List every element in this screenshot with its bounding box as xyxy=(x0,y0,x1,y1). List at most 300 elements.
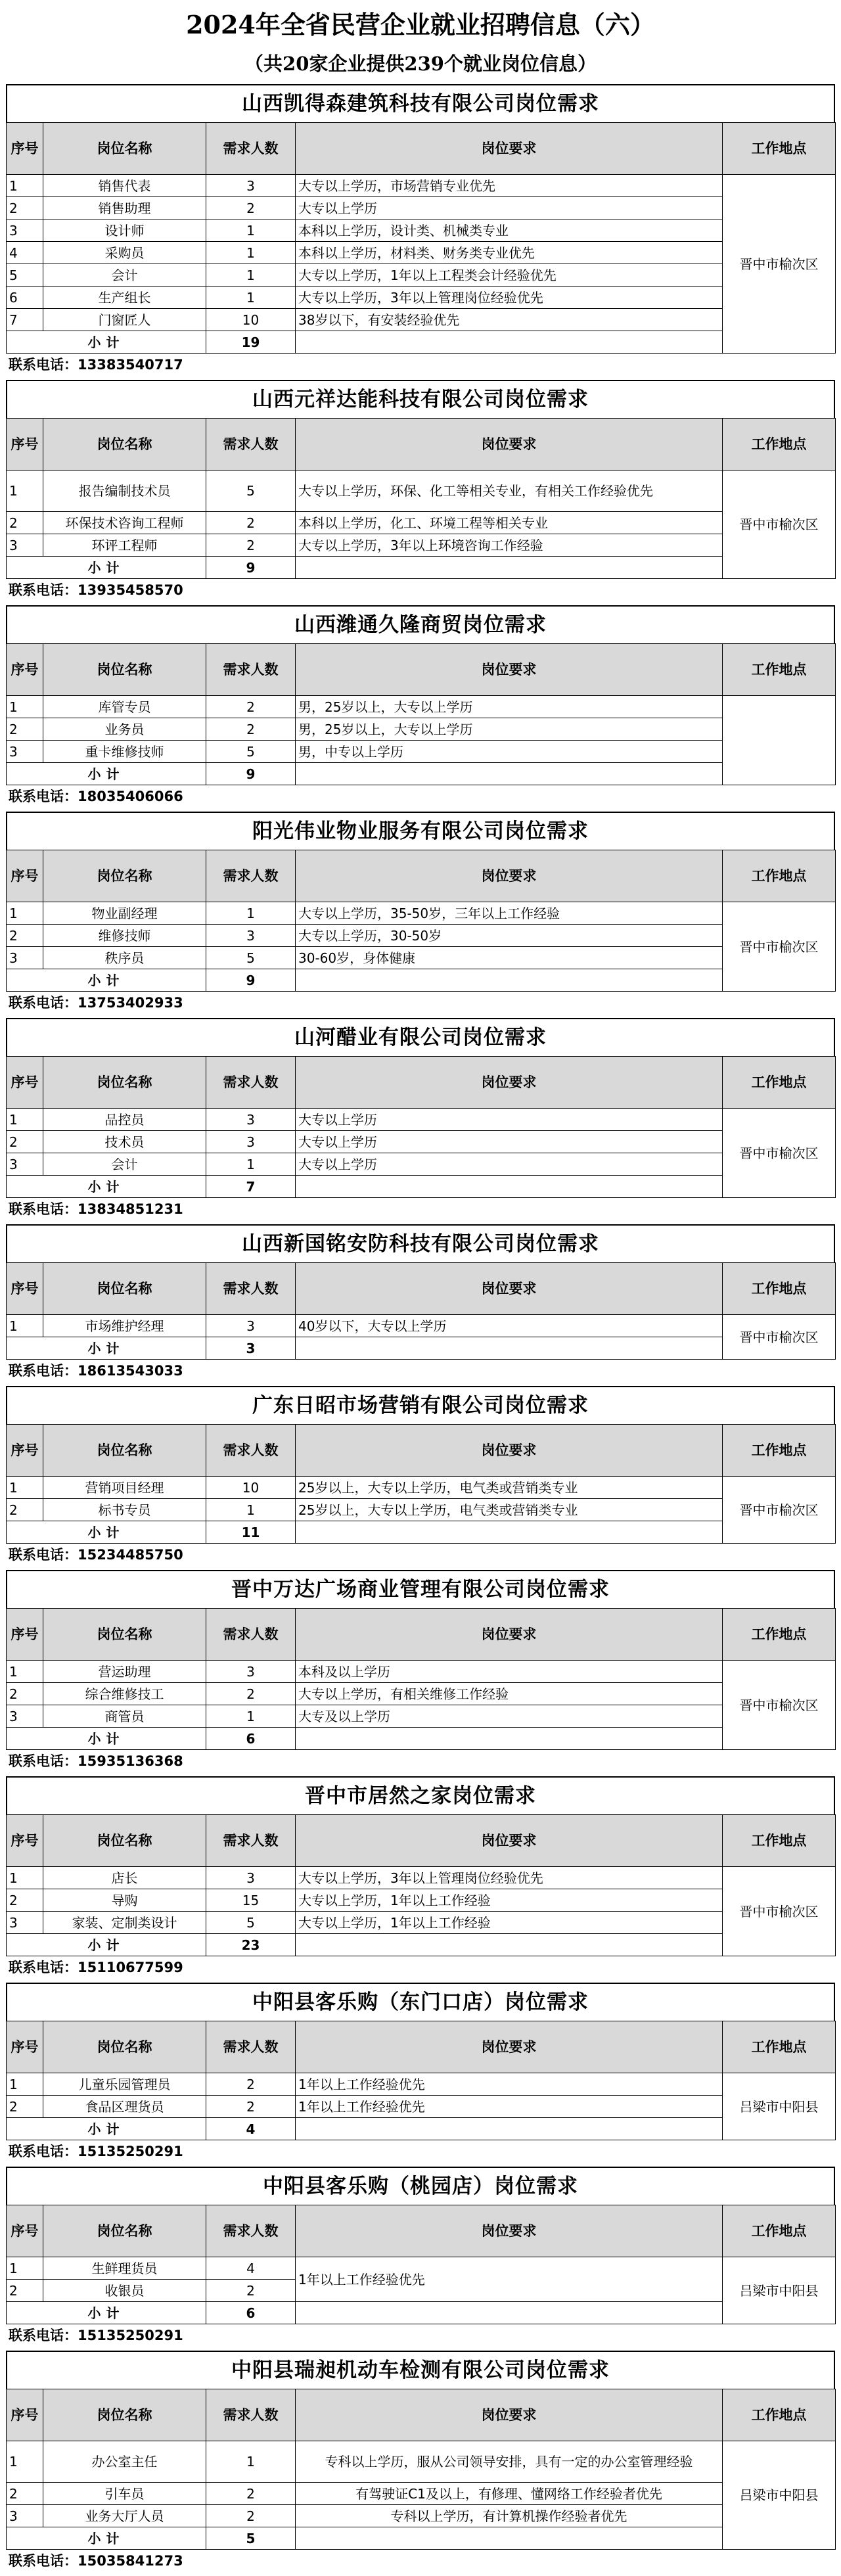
headcount: 2 xyxy=(206,2483,296,2505)
contact-phone xyxy=(6,785,835,808)
company-section xyxy=(6,812,835,1014)
position-name: 店长 xyxy=(43,1867,206,1889)
table-row xyxy=(7,1131,836,1153)
subtotal-blank xyxy=(296,1521,723,1544)
header-no: 序号 xyxy=(7,1263,43,1315)
position-name: 业务大厅人员 xyxy=(43,2505,206,2527)
table-row xyxy=(7,2257,836,2280)
headcount: 2 xyxy=(206,718,296,741)
headcount: 4 xyxy=(206,2257,296,2280)
row-number: 2 xyxy=(7,1683,43,1705)
subtotal-value: 5 xyxy=(206,2527,296,2550)
table-row xyxy=(7,2441,836,2483)
position-name: 营运助理 xyxy=(43,1661,206,1683)
table-row xyxy=(7,242,836,264)
subtotal-row xyxy=(7,1728,836,1750)
position-name: 维修技师 xyxy=(43,925,206,947)
position-name: 办公室主任 xyxy=(43,2441,206,2483)
header-no: 序号 xyxy=(7,419,43,471)
table-row xyxy=(7,1477,836,1499)
work-location: 晋中市榆次区 xyxy=(723,1867,836,1956)
subtotal-row xyxy=(7,557,836,579)
work-location: 晋中市榆次区 xyxy=(723,1109,836,1198)
contact-phone xyxy=(6,2140,835,2163)
jobs-table xyxy=(6,1262,836,1360)
requirement: 大专以上学历，3年以上环境咨询工作经验 xyxy=(296,534,723,557)
requirement: 男，25岁以上，大专以上学历 xyxy=(296,696,723,718)
header-position: 岗位名称 xyxy=(43,1815,206,1867)
headcount: 1 xyxy=(206,1705,296,1728)
requirement: 有驾驶证C1及以上，有修理、懂网络工作经验者优先 xyxy=(296,2483,723,2505)
header-count: 需求人数 xyxy=(206,2389,296,2441)
subtotal-label: 小计 xyxy=(7,763,206,785)
header-location: 工作地点 xyxy=(723,419,836,471)
company-section xyxy=(6,2167,835,2347)
position-name: 会计 xyxy=(43,264,206,287)
phone-number: 18613543033 xyxy=(78,1363,183,1379)
subtotal-label: 小计 xyxy=(7,1176,206,1198)
phone-label: 联系电话： xyxy=(9,1547,78,1563)
position-name: 营销项目经理 xyxy=(43,1477,206,1499)
header-row xyxy=(7,2021,836,2073)
position-name: 环评工程师 xyxy=(43,534,206,557)
header-location: 工作地点 xyxy=(723,850,836,902)
subtotal-row xyxy=(7,331,836,354)
row-number: 1 xyxy=(7,471,43,512)
headcount: 3 xyxy=(206,1109,296,1131)
requirement: 大专以上学历 xyxy=(296,1131,723,1153)
requirement: 25岁以上，大专以上学历，电气类或营销类专业 xyxy=(296,1477,723,1499)
requirement: 专科以上学历，有计算机操作经验者优先 xyxy=(296,2505,723,2527)
header-position: 岗位名称 xyxy=(43,2389,206,2441)
requirement: 大专以上学历 xyxy=(296,1109,723,1131)
subtotal-value: 19 xyxy=(206,331,296,354)
phone-number: 15234485750 xyxy=(78,1547,183,1563)
phone-label: 联系电话： xyxy=(9,2144,78,2159)
headcount: 2 xyxy=(206,2096,296,2118)
row-number: 1 xyxy=(7,1477,43,1499)
position-name: 销售助理 xyxy=(43,197,206,219)
header-location: 工作地点 xyxy=(723,2021,836,2073)
company-section xyxy=(6,380,835,601)
subtotal-value: 6 xyxy=(206,2302,296,2324)
requirement: 大专以上学历，1年以上工作经验 xyxy=(296,1889,723,1912)
requirement: 大专以上学历，有相关维修工作经验 xyxy=(296,1683,723,1705)
header-count: 需求人数 xyxy=(206,1057,296,1109)
subtotal-blank xyxy=(296,969,723,992)
page-subtitle: （共20家企业提供239个就业岗位信息） xyxy=(244,53,597,75)
headcount: 3 xyxy=(206,1867,296,1889)
document xyxy=(6,0,835,2572)
contact-phone xyxy=(6,2324,835,2347)
headcount: 2 xyxy=(206,512,296,534)
header-count: 需求人数 xyxy=(206,850,296,902)
position-name: 家装、定制类设计 xyxy=(43,1912,206,1934)
subtotal-row xyxy=(7,2527,836,2550)
company-section xyxy=(6,1776,835,1979)
requirement: 1年以上工作经验优先 xyxy=(296,2257,723,2302)
header-row xyxy=(7,1815,836,1867)
header-position: 岗位名称 xyxy=(43,123,206,175)
header-no: 序号 xyxy=(7,1815,43,1867)
phone-number: 15035841273 xyxy=(78,2553,183,2569)
header-row xyxy=(7,123,836,175)
position-name: 销售代表 xyxy=(43,175,206,197)
phone-label: 联系电话： xyxy=(9,582,78,598)
phone-label: 联系电话： xyxy=(9,1753,78,1769)
company-section xyxy=(6,1224,835,1382)
table-row xyxy=(7,2505,836,2527)
position-name: 综合维修技工 xyxy=(43,1683,206,1705)
headcount: 10 xyxy=(206,309,296,331)
header-row xyxy=(7,644,836,696)
contact-phone xyxy=(6,1750,835,1772)
requirement: 大专及以上学历 xyxy=(296,1705,723,1728)
subtotal-row xyxy=(7,1521,836,1544)
header-location: 工作地点 xyxy=(723,1263,836,1315)
subtotal-value: 9 xyxy=(206,557,296,579)
position-name: 食品区理货员 xyxy=(43,2096,206,2118)
header-requirement: 岗位要求 xyxy=(296,123,723,175)
header-requirement: 岗位要求 xyxy=(296,2389,723,2441)
phone-number: 18035406066 xyxy=(78,789,183,804)
header-location: 工作地点 xyxy=(723,2389,836,2441)
header-requirement: 岗位要求 xyxy=(296,850,723,902)
row-number: 2 xyxy=(7,718,43,741)
table-row xyxy=(7,1683,836,1705)
phone-number: 13935458570 xyxy=(78,582,183,598)
table-row xyxy=(7,264,836,287)
header-count: 需求人数 xyxy=(206,1815,296,1867)
subtotal-blank xyxy=(296,1337,723,1360)
headcount: 1 xyxy=(206,264,296,287)
table-row xyxy=(7,287,836,309)
requirement: 1年以上工作经验优先 xyxy=(296,2096,723,2118)
phone-number: 13383540717 xyxy=(78,357,183,373)
work-location: 吕梁市中阳县 xyxy=(723,2441,836,2550)
jobs-table xyxy=(6,2389,836,2550)
requirement: 大专以上学历，35-50岁，三年以上工作经验 xyxy=(296,902,723,925)
position-name: 标书专员 xyxy=(43,1499,206,1521)
headcount: 5 xyxy=(206,947,296,969)
position-name: 技术员 xyxy=(43,1131,206,1153)
header-no: 序号 xyxy=(7,1425,43,1477)
header-requirement: 岗位要求 xyxy=(296,1609,723,1661)
headcount: 1 xyxy=(206,219,296,242)
header-row xyxy=(7,2389,836,2441)
subtotal-label: 小计 xyxy=(7,969,206,992)
subtotal-label: 小计 xyxy=(7,1934,206,1956)
headcount: 1 xyxy=(206,1499,296,1521)
position-name: 环保技术咨询工程师 xyxy=(43,512,206,534)
requirement: 大专以上学历，3年以上管理岗位经验优先 xyxy=(296,1867,723,1889)
headcount: 10 xyxy=(206,1477,296,1499)
company-title: 山西新国铭安防科技有限公司岗位需求 xyxy=(6,1224,835,1262)
header-no: 序号 xyxy=(7,1057,43,1109)
company-title: 晋中万达广场商业管理有限公司岗位需求 xyxy=(6,1570,835,1608)
jobs-table xyxy=(6,643,836,785)
subtotal-value: 6 xyxy=(206,1728,296,1750)
subtotal-value: 9 xyxy=(206,969,296,992)
row-number: 6 xyxy=(7,287,43,309)
company-title: 山西潍通久隆商贸岗位需求 xyxy=(6,605,835,643)
headcount: 1 xyxy=(206,287,296,309)
subtotal-row xyxy=(7,1934,836,1956)
row-number: 1 xyxy=(7,2441,43,2483)
header-location: 工作地点 xyxy=(723,2205,836,2257)
requirement: 专科以上学历，服从公司领导安排，具有一定的办公室管理经验 xyxy=(296,2441,723,2483)
header-no: 序号 xyxy=(7,123,43,175)
subtotal-blank xyxy=(296,2527,723,2550)
requirement: 本科以上学历，材料类、财务类专业优先 xyxy=(296,242,723,264)
requirement: 大专以上学历 xyxy=(296,197,723,219)
row-number: 2 xyxy=(7,2280,43,2302)
jobs-table xyxy=(6,2021,836,2140)
header-row xyxy=(7,2205,836,2257)
header-no: 序号 xyxy=(7,850,43,902)
header-row xyxy=(7,1609,836,1661)
requirement: 大专以上学历，1年以上工作经验 xyxy=(296,1912,723,1934)
subtotal-label: 小计 xyxy=(7,1521,206,1544)
header-location: 工作地点 xyxy=(723,123,836,175)
work-location: 吕梁市中阳县 xyxy=(723,2073,836,2140)
header-position: 岗位名称 xyxy=(43,2021,206,2073)
company-section xyxy=(6,1570,835,1772)
row-number: 2 xyxy=(7,197,43,219)
subtotal-label: 小计 xyxy=(7,1728,206,1750)
row-number: 1 xyxy=(7,175,43,197)
table-row xyxy=(7,2483,836,2505)
row-number: 3 xyxy=(7,947,43,969)
position-name: 物业副经理 xyxy=(43,902,206,925)
row-number: 4 xyxy=(7,242,43,264)
row-number: 3 xyxy=(7,219,43,242)
table-row xyxy=(7,471,836,512)
requirement: 大专以上学历 xyxy=(296,1153,723,1176)
table-row xyxy=(7,197,836,219)
position-name: 业务员 xyxy=(43,718,206,741)
subtotal-blank xyxy=(296,1176,723,1198)
headcount: 15 xyxy=(206,1889,296,1912)
phone-label: 联系电话： xyxy=(9,357,78,373)
row-number: 5 xyxy=(7,264,43,287)
company-title: 山西元祥达能科技有限公司岗位需求 xyxy=(6,380,835,418)
table-row xyxy=(7,1705,836,1728)
subtotal-row xyxy=(7,1176,836,1198)
row-number: 3 xyxy=(7,1912,43,1934)
subtotal-blank xyxy=(296,2118,723,2140)
subtotal-blank xyxy=(296,1934,723,1956)
header-location: 工作地点 xyxy=(723,1815,836,1867)
phone-number: 13753402933 xyxy=(78,995,183,1011)
requirement: 25岁以上，大专以上学历，电气类或营销类专业 xyxy=(296,1499,723,1521)
header-requirement: 岗位要求 xyxy=(296,419,723,471)
table-row xyxy=(7,534,836,557)
company-section xyxy=(6,84,835,376)
table-row xyxy=(7,1867,836,1889)
row-number: 1 xyxy=(7,1315,43,1337)
header-count: 需求人数 xyxy=(206,2021,296,2073)
header-row xyxy=(7,419,836,471)
subtotal-blank xyxy=(296,763,723,785)
header-count: 需求人数 xyxy=(206,1609,296,1661)
row-number: 1 xyxy=(7,2257,43,2280)
subtotal-value: 7 xyxy=(206,1176,296,1198)
position-name: 门窗匠人 xyxy=(43,309,206,331)
requirement: 大专以上学历，市场营销专业优先 xyxy=(296,175,723,197)
header-location: 工作地点 xyxy=(723,1609,836,1661)
table-row xyxy=(7,512,836,534)
header-location: 工作地点 xyxy=(723,1425,836,1477)
header-no: 序号 xyxy=(7,1609,43,1661)
company-title: 中阳县客乐购（桃园店）岗位需求 xyxy=(6,2167,835,2205)
company-list xyxy=(6,84,835,2572)
header-no: 序号 xyxy=(7,2205,43,2257)
headcount: 3 xyxy=(206,1131,296,1153)
subtotal-label: 小计 xyxy=(7,2302,206,2324)
header-position: 岗位名称 xyxy=(43,1263,206,1315)
table-row xyxy=(7,925,836,947)
header-row xyxy=(7,1263,836,1315)
headcount: 2 xyxy=(206,2073,296,2096)
requirement: 大专以上学历，30-50岁 xyxy=(296,925,723,947)
row-number: 3 xyxy=(7,534,43,557)
table-row xyxy=(7,175,836,197)
phone-label: 联系电话： xyxy=(9,1363,78,1379)
row-number: 1 xyxy=(7,2073,43,2096)
requirement: 大专以上学历，环保、化工等相关专业，有相关工作经验优先 xyxy=(296,471,723,512)
row-number: 2 xyxy=(7,512,43,534)
phone-label: 联系电话： xyxy=(9,789,78,804)
header-position: 岗位名称 xyxy=(43,850,206,902)
headcount: 1 xyxy=(206,1153,296,1176)
row-number: 3 xyxy=(7,741,43,763)
position-name: 导购 xyxy=(43,1889,206,1912)
work-location: 晋中市榆次区 xyxy=(723,175,836,354)
requirement: 本科以上学历，化工、环境工程等相关专业 xyxy=(296,512,723,534)
jobs-table xyxy=(6,1424,836,1544)
row-number: 3 xyxy=(7,1153,43,1176)
header-requirement: 岗位要求 xyxy=(296,2205,723,2257)
contact-phone xyxy=(6,1360,835,1382)
contact-phone xyxy=(6,1544,835,1566)
table-row xyxy=(7,696,836,718)
jobs-table xyxy=(6,1608,836,1750)
phone-label: 联系电话： xyxy=(9,995,78,1011)
table-row xyxy=(7,2073,836,2096)
table-row xyxy=(7,219,836,242)
work-location xyxy=(723,696,836,785)
position-name: 报告编制技术员 xyxy=(43,471,206,512)
subtotal-blank xyxy=(296,557,723,579)
row-number: 2 xyxy=(7,1889,43,1912)
work-location: 晋中市榆次区 xyxy=(723,471,836,579)
row-number: 2 xyxy=(7,2096,43,2118)
requirement: 大专以上学历，3年以上管理岗位经验优先 xyxy=(296,287,723,309)
table-row xyxy=(7,2096,836,2118)
position-name: 商管员 xyxy=(43,1705,206,1728)
header-requirement: 岗位要求 xyxy=(296,1057,723,1109)
headcount: 1 xyxy=(206,242,296,264)
table-row xyxy=(7,741,836,763)
table-row xyxy=(7,1661,836,1683)
headcount: 2 xyxy=(206,696,296,718)
contact-phone xyxy=(6,579,835,601)
header-requirement: 岗位要求 xyxy=(296,1815,723,1867)
row-number: 2 xyxy=(7,1131,43,1153)
table-row xyxy=(7,902,836,925)
jobs-table xyxy=(6,1814,836,1956)
header-row xyxy=(7,850,836,902)
requirement: 30-60岁，身体健康 xyxy=(296,947,723,969)
contact-phone xyxy=(6,1956,835,1979)
table-row xyxy=(7,309,836,331)
position-name: 收银员 xyxy=(43,2280,206,2302)
subtotal-label: 小计 xyxy=(7,557,206,579)
subtotal-label: 小计 xyxy=(7,331,206,354)
header-requirement: 岗位要求 xyxy=(296,1263,723,1315)
company-section xyxy=(6,605,835,808)
subtotal-row xyxy=(7,2302,836,2324)
work-location: 晋中市榆次区 xyxy=(723,902,836,992)
headcount: 5 xyxy=(206,471,296,512)
work-location: 吕梁市中阳县 xyxy=(723,2257,836,2324)
row-number: 1 xyxy=(7,902,43,925)
row-number: 2 xyxy=(7,2483,43,2505)
row-number: 2 xyxy=(7,1499,43,1521)
phone-label: 联系电话： xyxy=(9,1960,78,1975)
subtotal-label: 小计 xyxy=(7,1337,206,1360)
contact-phone xyxy=(6,2550,835,2572)
table-row xyxy=(7,1315,836,1337)
company-section xyxy=(6,1983,835,2163)
work-location: 晋中市榆次区 xyxy=(723,1315,836,1360)
header-no: 序号 xyxy=(7,2021,43,2073)
header-count: 需求人数 xyxy=(206,1425,296,1477)
header-position: 岗位名称 xyxy=(43,1425,206,1477)
company-section xyxy=(6,1386,835,1566)
jobs-table xyxy=(6,418,836,579)
table-row xyxy=(7,1499,836,1521)
requirement: 本科以上学历，设计类、机械类专业 xyxy=(296,219,723,242)
phone-number: 15135250291 xyxy=(78,2144,183,2159)
requirement: 大专以上学历，1年以上工程类会计经验优先 xyxy=(296,264,723,287)
phone-label: 联系电话： xyxy=(9,2553,78,2569)
requirement: 1年以上工作经验优先 xyxy=(296,2073,723,2096)
subtotal-row xyxy=(7,763,836,785)
requirement: 男，中专以上学历 xyxy=(296,741,723,763)
header-count: 需求人数 xyxy=(206,1263,296,1315)
headcount: 3 xyxy=(206,1315,296,1337)
subtotal-label: 小计 xyxy=(7,2118,206,2140)
company-title: 广东日昭市场营销有限公司岗位需求 xyxy=(6,1386,835,1424)
headcount: 2 xyxy=(206,1683,296,1705)
jobs-table xyxy=(6,2205,836,2324)
header-row xyxy=(7,1425,836,1477)
header-position: 岗位名称 xyxy=(43,2205,206,2257)
requirement: 男，25岁以上，大专以上学历 xyxy=(296,718,723,741)
headcount: 5 xyxy=(206,1912,296,1934)
company-title: 中阳县瑞昶机动车检测有限公司岗位需求 xyxy=(6,2351,835,2389)
header-location: 工作地点 xyxy=(723,1057,836,1109)
header-count: 需求人数 xyxy=(206,2205,296,2257)
table-row xyxy=(7,1109,836,1131)
header-location: 工作地点 xyxy=(723,644,836,696)
table-row xyxy=(7,1153,836,1176)
phone-number: 15110677599 xyxy=(78,1960,183,1975)
position-name: 品控员 xyxy=(43,1109,206,1131)
position-name: 儿童乐园管理员 xyxy=(43,2073,206,2096)
